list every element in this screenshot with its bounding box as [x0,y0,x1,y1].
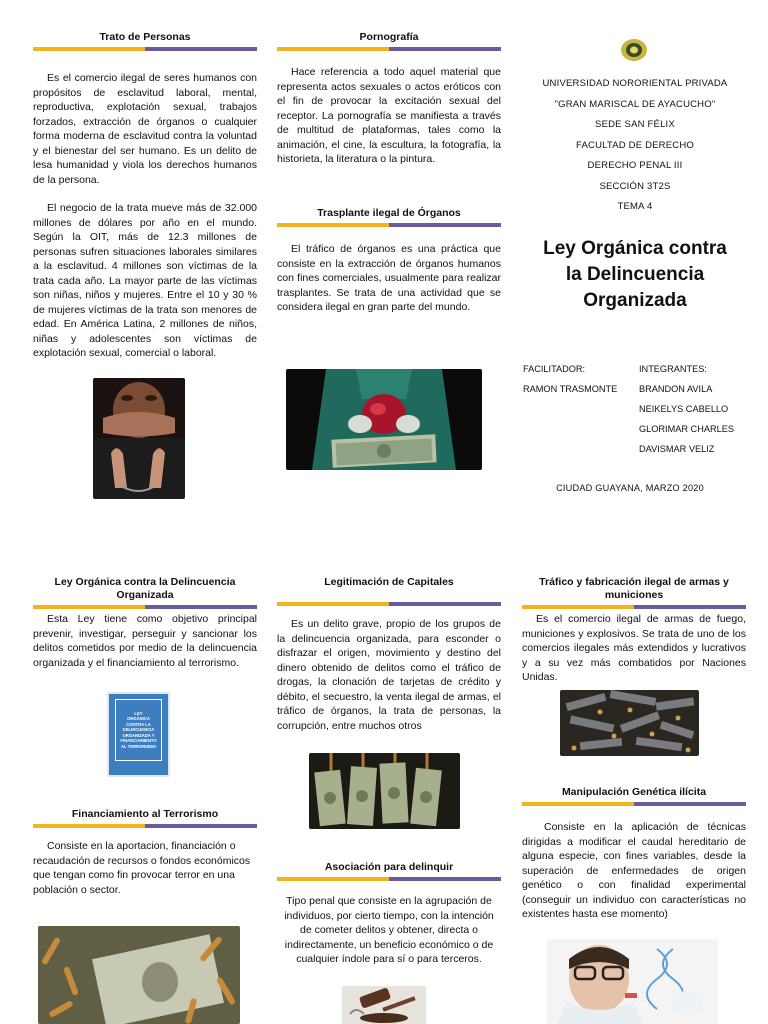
cover-title-line-3: Organizada [583,290,687,311]
law-book-line: DELINCUENCIA [122,727,155,733]
law-book-line: ORGÁNICA [127,716,150,722]
asociacion-section [277,861,501,967]
gavel-photo [342,986,426,1024]
money-bullets-photo [38,926,240,1024]
law-book-line: LEY [134,711,143,717]
cover-line-sede: SEDE SAN FÉLIX [595,119,675,130]
trato-personas-heading: Trato de Personas [99,31,191,43]
heading-rule [522,802,746,806]
heading-rule [277,602,501,606]
organ-trade-photo [286,369,482,470]
member-name: BRANDON AVILA [639,384,713,394]
ley-organica-text: Esta Ley tiene como objetivo principal prevenir, investigar, perseguir y sancionar los delitos cometidos por medio de la delincuencia organizada y el financiamiento al terrorismo. [33,613,257,669]
heading-rule [277,223,501,227]
genetica-section [522,786,746,922]
facilitator-label: FACILITADOR: [523,364,586,374]
law-book-line: FINANCIAMIENTO [120,738,157,744]
ley-organica-heading-line-2: Organizada [116,589,174,601]
law-book-line: ORGANIZADA Y [122,732,155,738]
trato-personas-text-2: El negocio de la trata mueve más de 32.000 millones de dólares por año en el mundo. Según la OIT, más de 12.3 millones de personas sufren situaciones laborales similares a la esclavitud. 4 millones son víctimas de la trata cada año. La mayor parte de las víctimas son niñas, niños y mujeres. Entre el 10 y 30 % de mujeres víctimas de la trata son menores de edad. En América Latina, 2 millones de niños, niñas y adolescentes son víctimas de explotación sexual, comercial o laboral. [33,202,257,359]
heading-rule [277,877,501,881]
member-name: DAVISMAR VELIZ [639,444,715,454]
facilitator-block [523,364,633,404]
ley-organica-heading-line-1: Ley Orgánica contra la Delincuencia [54,576,236,588]
genetica-text: Consiste en la aplicación de técnicas dirigidas a modificar el caudal hereditario de alguna especie, con fines variables, desde la superación de enfermedades de origen genético o con finalidad experimental (conseguir un individuo con características no existentes hasta ese momento) [522,821,746,920]
trasplante-heading: Trasplante ilegal de Órganos [317,207,461,219]
cover-title-line-2: la Delincuencia [565,264,705,285]
asociacion-text: Tipo penal que consiste en la agrupación de individuos, por cierto tiempo, con la intención de cometer delitos y obtener, directa o indirectamente, un beneficio económico o de cualquier índole para sí o para terceros. [284,895,494,965]
university-logo [620,38,648,62]
ley-organica-heading [33,576,257,602]
member-name: GLORIMAR CHARLES [639,424,734,434]
cover-title [515,236,755,314]
pornografia-heading: Pornografía [359,31,419,43]
cover-line-facultad: FACULTAD DE DERECHO [576,139,694,151]
cover-line-materia: DERECHO PENAL III [587,160,683,171]
armas-heading-line-1: Tráfico y fabricación ilegal de armas y [539,576,729,588]
trato-personas-text-1: Es el comercio ilegal de seres humanos con propósitos de esclavitud laboral, mental, reproductiva, explotación sexual, trabajos forzados, extracción de órganos o cualquier forma moderna de esclavitud contra la voluntad y el bienestar del ser humano. Es un delito de lesa humanidad y viola los derechos humanos de la persona. [33,72,257,186]
cover-line-tema: TEMA 4 [617,201,653,212]
financiamiento-heading: Financiamiento al Terrorismo [71,808,219,820]
members-label: INTEGRANTES: [639,364,707,374]
heading-rule [522,605,746,609]
members-block [639,364,754,464]
heading-rule [33,824,257,828]
facilitator-name: RAMON TRASMONTE [523,384,618,394]
weapons-photo [560,690,699,756]
trasplante-text: El tráfico de órganos es una práctica que consiste en la extracción de órganos humanos con fines comerciales, usualmente para realizar trasplantes. Se trata de una actividad que se considera ilegal en gran parte del mundo. [277,243,501,313]
armas-heading-line-2: municiones [604,589,664,601]
financiamiento-section [33,808,257,897]
pornografia-text: Hace referencia a todo aquel material que representa actos sexuales o actos eróticos con el fin de provocar la excitación sexual del receptor. La pornografía se manifiesta a través de multitud de plataformas, tales como la animación, el cine, la escultura, la fotografía, la historieta, la literatura o la pintura. [277,66,501,165]
cover-line-mariscal: "GRAN MARISCAL DE AYACUCHO" [554,98,716,110]
victim-photo [93,378,185,499]
law-book-inner [115,699,162,761]
asociacion-heading: Asociación para delinquir [324,861,454,873]
member-name: NEIKELYS CABELLO [639,404,729,414]
heading-rule [33,47,257,51]
law-book-image [107,692,170,777]
legitimacion-heading: Legitimación de Capitales [324,576,454,588]
financiamiento-text: Consiste en la aportacion, financiación o recaudación de recursos o fondos económicos que tengan como fin provocar terror en una población o sector. [33,840,251,896]
cover-title-line-1: Ley Orgánica contra [543,238,727,259]
hanging-money-photo [309,753,460,829]
pornografia-section [277,31,501,167]
armas-section [522,576,746,685]
legitimacion-section [277,576,501,733]
armas-text: Es el comercio ilegal de armas de fuego, municiones y explosivos. Se trata de uno de los comercios ilegales más extendidos y lucrativos y a su vez más combatidos por Naciones Unidas. [522,613,746,683]
heading-rule [277,47,501,51]
cover-institution-block [520,78,750,222]
heading-rule [33,605,257,609]
genetics-lab-photo [547,939,718,1024]
cover-line-university: UNIVERSIDAD NORORIENTAL PRIVADA [542,78,728,89]
genetica-heading: Manipulación Genética ilícita [561,786,707,798]
armas-heading [522,576,746,602]
law-book-line: CONTRA LA [126,721,151,727]
city-date: CIUDAD GUAYANA, MARZO 2020 [556,483,704,493]
trasplante-section [277,207,501,315]
legitimacion-text: Es un delito grave, propio de los grupos de la delincuencia organizada, para esconder o disfrazar el origen, movimiento y destino del dinero obtenido de delitos como el tráfico de drogas, la clonación de tarjetas de crédito y débito, el secuestro, la venta ilegal de armas, el tráfico de órganos, la trata de personas, la corrupción, entre muchos otros [277,618,501,732]
trato-personas-section [33,31,257,361]
ley-organica-section [33,576,257,670]
law-book-line: AL TERRORISMO [120,743,157,749]
cover-line-seccion: SECCIÓN 3T2S [599,180,671,192]
